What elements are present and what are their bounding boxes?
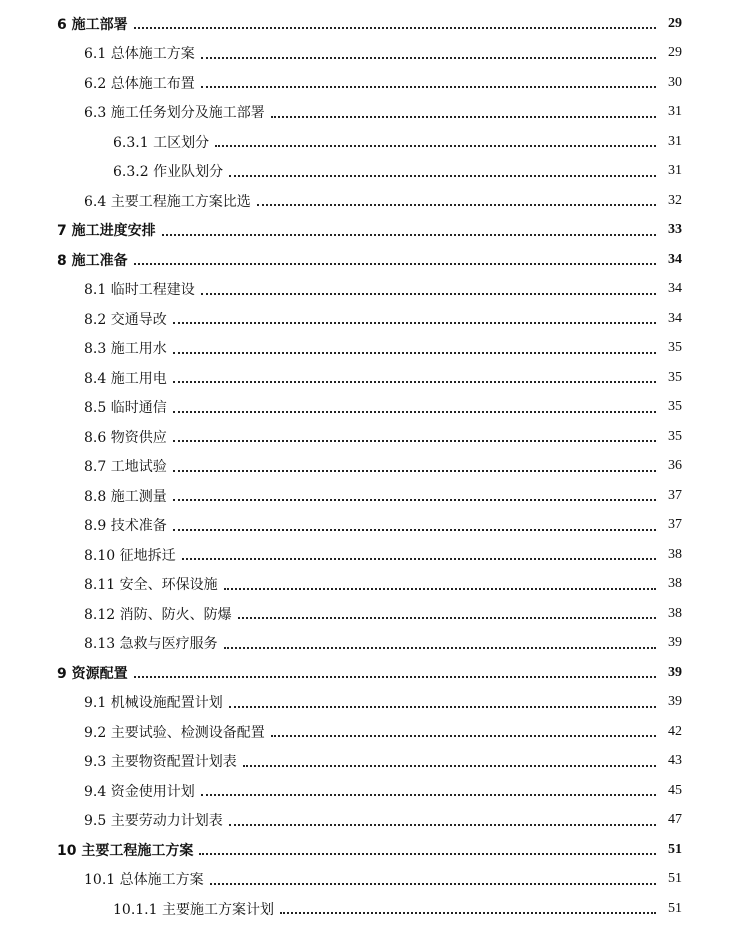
toc-entry-page-number: 45 — [668, 782, 682, 798]
toc-entry-title: 10 主要工程施工方案 — [57, 842, 194, 859]
dot-leader — [201, 56, 656, 59]
toc-entry-title: 6.2 总体施工布置 — [84, 75, 195, 92]
toc-entry-page-number: 39 — [668, 664, 682, 680]
toc-entry-page-number: 29 — [668, 15, 682, 31]
toc-entry-title: 7 施工进度安排 — [57, 223, 156, 239]
toc-entry-page-number: 35 — [668, 428, 682, 444]
toc-entry[interactable] — [0, 393, 744, 422]
toc-entry-page-number: 42 — [668, 723, 682, 739]
dot-leader — [201, 85, 656, 88]
toc-entry-page-number: 29 — [668, 45, 682, 60]
dot-leader — [271, 734, 656, 737]
toc-entry[interactable] — [0, 540, 744, 569]
toc-entry-page-number: 38 — [668, 546, 682, 562]
toc-entry[interactable] — [0, 363, 744, 392]
toc-entry-page-number: 37 — [668, 517, 682, 532]
toc-entry-page-number: 43 — [668, 753, 682, 768]
toc-entry-title: 9 资源配置 — [57, 665, 128, 682]
toc-entry[interactable] — [0, 806, 744, 835]
toc-entry[interactable] — [0, 275, 744, 304]
toc-entry[interactable] — [0, 481, 744, 510]
toc-entry[interactable] — [0, 688, 744, 717]
toc-entry-title: 8.9 技术准备 — [84, 518, 167, 534]
toc-entry[interactable] — [0, 599, 744, 628]
toc-entry[interactable] — [0, 245, 744, 274]
toc-entry-page-number: 36 — [668, 458, 682, 473]
toc-entry-title: 6.3.2 作业队划分 — [113, 164, 224, 180]
dot-leader — [182, 557, 656, 560]
toc-entry-title: 10.1 总体施工方案 — [84, 872, 204, 888]
toc-entry-page-number: 51 — [668, 900, 682, 916]
toc-entry-page-number: 34 — [668, 310, 682, 326]
toc-entry[interactable] — [0, 776, 744, 805]
toc-entry-title: 6.4 主要工程施工方案比选 — [84, 193, 251, 210]
dot-leader — [210, 882, 656, 885]
dot-leader — [162, 233, 656, 236]
toc-entry-title: 6.3.1 工区划分 — [113, 134, 210, 151]
dot-leader — [229, 823, 656, 826]
toc-entry[interactable] — [0, 835, 744, 864]
toc-entry[interactable] — [0, 9, 744, 38]
dot-leader — [201, 793, 656, 796]
toc-entry-title: 8.4 施工用电 — [84, 370, 167, 387]
dot-leader — [173, 439, 656, 442]
toc-entry-title: 8.3 施工用水 — [84, 341, 167, 357]
dot-leader — [173, 410, 656, 413]
dot-leader — [201, 292, 656, 295]
toc-entry-title: 8.12 消防、防火、防爆 — [84, 606, 232, 623]
toc-entry[interactable] — [0, 511, 744, 540]
toc-entry[interactable] — [0, 570, 744, 599]
dot-leader — [238, 616, 656, 619]
toc-entry[interactable] — [0, 658, 744, 687]
toc-entry-title: 8.2 交通导改 — [84, 311, 167, 328]
toc-entry-page-number: 31 — [668, 163, 682, 178]
dot-leader — [134, 262, 656, 265]
dot-leader — [215, 144, 656, 147]
toc-entry-page-number: 34 — [668, 251, 682, 267]
toc-entry-page-number: 34 — [668, 281, 682, 296]
toc-entry-page-number: 47 — [668, 812, 682, 827]
toc-entry-page-number: 31 — [668, 104, 682, 119]
toc-entry-page-number: 35 — [668, 399, 682, 414]
toc-entry-title: 6 施工部署 — [57, 16, 128, 33]
dot-leader — [280, 911, 656, 914]
toc-entry[interactable] — [0, 304, 744, 333]
toc-entry-title: 8.7 工地试验 — [84, 459, 167, 475]
toc-entry-title: 9.2 主要试验、检测设备配置 — [84, 724, 265, 741]
toc-entry-page-number: 32 — [668, 192, 682, 208]
toc-entry-title: 9.1 机械设施配置计划 — [84, 695, 223, 711]
dot-leader — [173, 498, 656, 501]
toc-entry[interactable] — [0, 98, 744, 127]
toc-entry-title: 8.13 急救与医疗服务 — [84, 636, 218, 652]
toc-entry-title: 6.3 施工任务划分及施工部署 — [84, 105, 265, 121]
toc-entry[interactable] — [0, 68, 744, 97]
toc-entry-title: 10.1.1 主要施工方案计划 — [113, 901, 274, 918]
toc-entry[interactable] — [0, 422, 744, 451]
toc-entry-page-number: 39 — [668, 694, 682, 709]
toc-entry-page-number: 38 — [668, 605, 682, 621]
toc-entry[interactable] — [0, 186, 744, 215]
toc-entry-page-number: 51 — [668, 841, 682, 857]
dot-leader — [224, 587, 656, 590]
toc-entry-page-number: 39 — [668, 635, 682, 650]
dot-leader — [134, 675, 656, 678]
dot-leader — [243, 764, 656, 767]
toc-entry-page-number: 37 — [668, 487, 682, 503]
toc-entry-page-number: 35 — [668, 369, 682, 385]
toc-entry-title: 9.4 资金使用计划 — [84, 783, 195, 800]
toc-entry-title: 9.3 主要物资配置计划表 — [84, 754, 237, 770]
toc-entry-title: 8.1 临时工程建设 — [84, 282, 195, 298]
toc-entry-page-number: 33 — [668, 222, 682, 237]
dot-leader — [173, 528, 656, 531]
dot-leader — [271, 115, 656, 118]
toc-entry[interactable] — [0, 629, 744, 658]
dot-leader — [224, 646, 656, 649]
toc-entry-page-number: 31 — [668, 133, 682, 149]
toc-entry-title: 8.10 征地拆迁 — [84, 547, 176, 564]
toc-entry[interactable] — [0, 216, 744, 245]
toc-entry[interactable] — [0, 157, 744, 186]
dot-leader — [173, 469, 656, 472]
toc-entry-title: 6.1 总体施工方案 — [84, 46, 195, 62]
dot-leader — [173, 351, 656, 354]
dot-leader — [173, 380, 656, 383]
dot-leader — [229, 705, 656, 708]
toc-entry-page-number: 38 — [668, 576, 682, 591]
toc-entry[interactable] — [0, 717, 744, 746]
dot-leader — [199, 852, 656, 855]
toc-entry-page-number: 30 — [668, 74, 682, 90]
toc-entry-title: 8.6 物资供应 — [84, 429, 167, 446]
toc-entry[interactable] — [0, 334, 744, 363]
toc-entry[interactable] — [0, 452, 744, 481]
toc-entry-title: 8.11 安全、环保设施 — [84, 577, 218, 593]
toc-entry-title: 8.8 施工测量 — [84, 488, 167, 505]
dot-leader — [257, 203, 656, 206]
toc-entry-page-number: 35 — [668, 340, 682, 355]
toc-entry[interactable] — [0, 127, 744, 156]
toc-entry-title: 9.5 主要劳动力计划表 — [84, 813, 223, 829]
toc-entry-title: 8.5 临时通信 — [84, 400, 167, 416]
dot-leader — [173, 321, 656, 324]
toc-entry[interactable] — [0, 39, 744, 68]
toc-entry-title: 8 施工准备 — [57, 252, 128, 269]
dot-leader — [134, 26, 656, 29]
toc-entry[interactable] — [0, 894, 744, 923]
toc-entry[interactable] — [0, 747, 744, 776]
dot-leader — [229, 174, 656, 177]
toc-entry-page-number: 51 — [668, 871, 682, 886]
toc-entry[interactable] — [0, 865, 744, 894]
